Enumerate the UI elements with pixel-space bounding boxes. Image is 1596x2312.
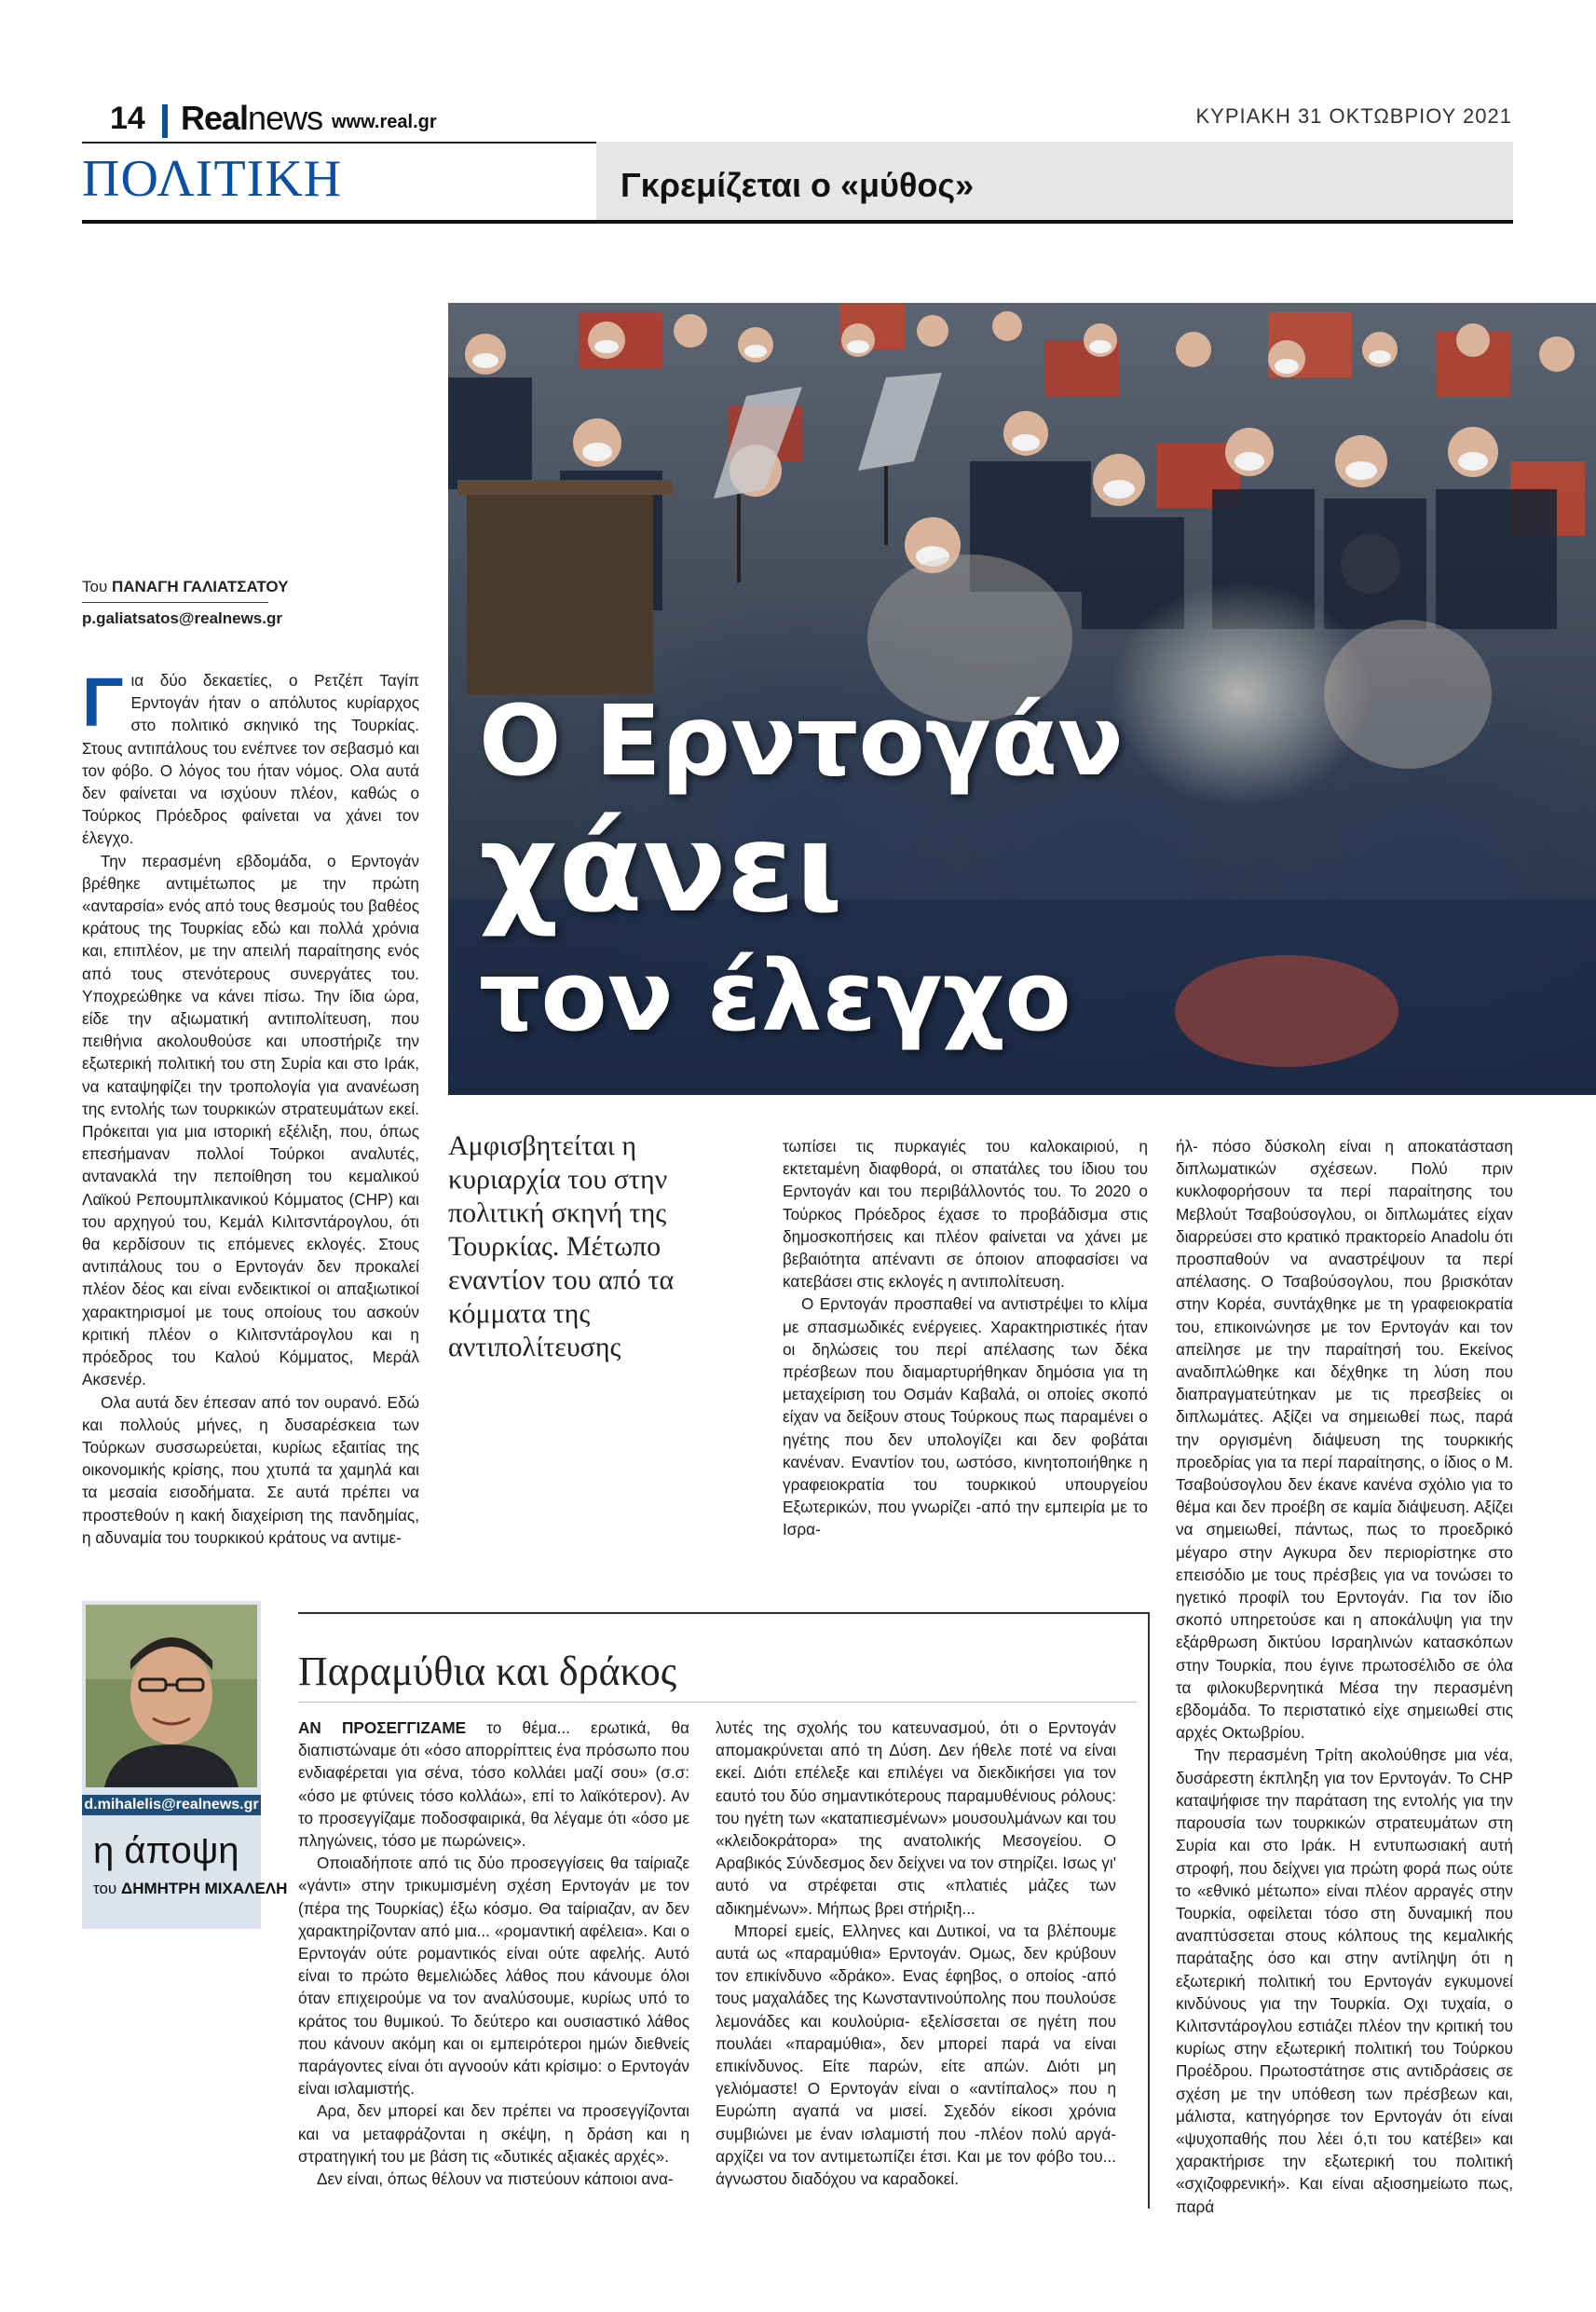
opinion-title-rule: [298, 1702, 1137, 1703]
brand-bold: Real: [181, 99, 249, 137]
author-email[interactable]: p.galiatsatos@realnews.gr: [82, 609, 282, 627]
section-name: ΠΟΛΙΤΙΚΗ: [82, 150, 343, 208]
paragraph: Αρα, δεν μπορεί και δεν πρέπει να προσεγγίζονται και να μεταφράζονται η σκέψη, η δράση και η στρατηγική του με βάση τις «δυτικές αξιακές αρχές».: [298, 2101, 689, 2166]
section-rule: [82, 220, 1513, 224]
brand-logo: [181, 99, 322, 138]
paragraph: Ο Ερντογάν προσπαθεί να αντιστρέψει το κλίμα με σπασμωδικές ενέργειες. Χαρακτηριστικές ήταν οι δηλώσεις του περί απέλασης των δέκα πρέσβεων που διαμαρτυρήθηκαν δημόσια για τη μεταχείριση του Οσμάν Καβαλά, οι οποίες σκοπό είχαν να δείξουν στους Τούρκους πως παραμένει ο ηγέτης που δεν υπολογίζει και δεν φοβάται κανέναν. Εναντίον του, ωστόσο, κινητοποιήθηκε η γραφειοκρατία του τουρκικού υπουργείου Εξωτερικών, που γνωρίζει -από την εμπειρία με το Ισρα-: [783, 1294, 1148, 1539]
opinion-top-rule: [298, 1612, 1150, 1614]
header-divider: [162, 104, 168, 138]
brand-light: news: [248, 99, 323, 137]
paragraph: τωπίσει τις πυρκαγιές του καλοκαιριού, η εκτεταμένη διαφθορά, οι σπατάλες του ίδιου του Ερντογάν και του περιβάλλοντός του. Το 2020 ο Τούρκος Πρόεδρος έχασε το προβάδισμα στις δημοσκοπήσεις και πλέον φαίνεται να χάνει με βεβαιότητα απέναντι σε όποιον αποφασίσει να κατεβάσει στις εκλογές η αντιπολίτευση.: [783, 1137, 1148, 1292]
opinion-title: Παραμύθια και δράκος: [298, 1648, 677, 1694]
opinion-author-prefix: του: [93, 1880, 117, 1897]
article-column-1: [82, 664, 419, 1549]
opinion-author-email[interactable]: d.mihalelis@realnews.gr: [82, 1795, 261, 1815]
paragraph: Την περασμένη Τρίτη ακολούθησε μια νέα, δυσάρεστη έκπληξη για τον Ερντογάν. Το CHP καταψήφισε την παράταση της εντολής για την παρουσία των τουρκικών στρατευμάτων στη Συρία και στο Ιράκ. Η εντυπωσιακή αυτή στροφή, που δείχνει για πρώτη φορά πως ούτε το «εθνικό μέτωπο» είναι πλέον αρραγές στην Τουρκία, οφείλεται τόσο στη δυναμική που αναπτύσσεται στους κόλπους της κεμαλικής παράταξης όσο και στην αντίληψη ότι η εξωτερική πολιτική του Ερντογάν εγκυμονεί κινδύνους για την Τουρκία. Οχι τυχαία, ο Κιλιτσντάρογλου εστιάζει πλέον την κριτική του κυρίως στην εξωτερική πολιτική του Τούρκου Προέδρου. Πρωτοστάτησε στις αντιδράσεις σε σχέση με την υπόθεση των πρέσβεων και, μάλιστα, κατηγόρησε τον Ερντογάν ότι είναι «ψυχοπαθής που λέει ό,τι του κατέβει» και χαρακτήρισε την εξωτερική του πολιτική «σχιζοφρενική». Και είναι αξιοσημείωτο πως, παρά: [1176, 1745, 1513, 2216]
paragraph: [298, 1717, 689, 1852]
byline-rule: [82, 602, 268, 603]
opinion-label: η άποψη: [93, 1830, 239, 1871]
opinion-lead-text: το θέμα... ερωτικά, θα διαπιστώναμε ότι «όσο απορρίπτεις ένα πρόσωπο που ενδιαφέρεται για σένα, τόσο κολλάει μαζί σου» (σ.σ: «όσο με φτύνεις τόσο κολλάω», επί το λαϊκότερον). Αν το προσεγγίζαμε ποδοσφαιρικά, θα λέγαμε ότι «όσο με πληγώνεις, τόσο με πωρώνεις».: [298, 1718, 689, 1851]
byline: [82, 578, 289, 596]
author-avatar: [86, 1605, 257, 1787]
headline-line-3: τον έλεγχο: [479, 938, 1071, 1053]
article-column-3: [1176, 1135, 1513, 2218]
paragraph: λυτές της σχολής του κατευνασμού, ότι ο Ερντογάν απομακρύνεται από τη Δύση. Δεν ήθελε ποτέ να είναι εκεί. Διότι επέλεξε και επιλέγει να διεκδικήσει για τον εαυτό του δύο σημαντικότερους παραμυθένιους ρόλους: του ηγέτη των «καταπιεσμένων» μουσουλμάνων και του «κλειδοκράτορα» της ανατολικής Μεσογείου. Ο Αραβικός Σύνδεσμος δεν δείχνει να τον στηρίζει. Ισως γι' αυτό να στρέφεται στις «πλατιές μάζες των αδικημένων». Μήπως βρει στήριξη...: [716, 1718, 1116, 1918]
byline-prefix: Του: [82, 578, 112, 595]
opinion-author-name: ΔΗΜΗΤΡΗ ΜΙΧΑΛΕΛΗ: [120, 1880, 288, 1897]
paragraph: Μπορεί εμείς, Ελληνες και Δυτικοί, να τα βλέπουμε αυτά ως «παραμύθια» Ερντογάν. Ομως, δεν κρύβουν τον επικίνδυνο «δράκο». Ενας έφηβος, ο οποίος -από τους μαχαλάδες της Κωνσταντινούπολης που πουλούσε λεμονάδες και κουλούρια- εξελίσσεται σε ηγέτη που πουλάει «παραμύθια», δεν μπορεί παρά να είναι επικίνδυνος. Είτε παρών, είτε απών. Διότι μη γελιόμαστε! Ο Ερντογάν είναι ο «αντίπαλος» που η Ευρώπη αγαπά να μισεί. Σχεδόν είκοσι χρόνια συμβιώνει με έναν ισλαμιστή που -πλέον πολύ αργά- αρχίζει να τον αντιμετωπίζει έτσι. Και με τον φόβο του... άγνωστου διαδόχου να καραδοκεί.: [716, 1921, 1116, 2189]
website-label: www.real.gr: [332, 112, 437, 132]
section-title: Γκρεμίζεται ο «μύθος»: [621, 166, 975, 204]
drop-cap: Γ: [82, 664, 124, 741]
paragraph: ήλ- πόσο δύσκολη είναι η αποκατάσταση διπλωματικών σχέσεων. Πολύ πριν κυκλοφορήσουν τα περί παραίτησης του Μεβλούτ Τσαβούσογλου, οι διπλωμάτες είχαν διαρρεύσει στο κρατικό πρακτορείο Anadolu ότι προσπαθούν να αναστρέψουν τα περί απέλασης. Ο Τσαβούσογλου, που βρισκόταν στην Κορέα, συντάχθηκε με τη γραφειοκρατία του, επικοινώνησε με τον Ερντογάν και τον απείλησε με την παραίτησή του. Εκείνος αναδιπλώθηκε και δέχθηκε τη λύση που διαπραγματεύτηκαν με τις πρεσβείες οι διπλωμάτες. Αξίζει να σημειωθεί πως, παρά την οργισμένη διάψευση της τουρκικής προεδρίας για τα περί παραίτησης, ο ίδιος ο Μ. Τσαβούσογλου δεν έκανε κανένα σχόλιο για το θέμα και δεν προέβη σε καμία διάψευση. Αξίζει να σημειωθεί, πάντως, πως το προεδρικό μέγαρο στην Αγκυρα δεν περιορίστηκε στο επεισόδιο με τους πρέσβεις για να τονώσει το ηγετικό προφίλ του Ερντογάν. Για τον ίδιο σκοπό υπηρετούσε και η αποκάλυψη για την εξάρθρωση δικτύου Ισραηλινών κατασκόπων στην Τουρκία, που έγινε πρωτοσέλιδο σε όλα τα φιλοκυβερνητικά Μέσα την περασμένη εβδομάδα. Το περιστατικό είχε σημειωθεί στις αρχές Οκτωβρίου.: [1176, 1137, 1513, 1743]
headline-line-1: Ο Ερντογάν: [479, 684, 1124, 798]
paragraph: Ολα αυτά δεν έπεσαν από τον ουρανό. Εδώ και πολλούς μήνες, η δυσαρέσκεια των Τούρκων συσσωρεύεται, κυρίως εξαιτίας της οικονομικής κρίσης, που χτυπά τα χαμηλά και τα μεσαία εισοδήματα. Σε αυτά πρέπει να προστεθούν η κακή διαχείριση της πανδημίας, η αδυναμία του τουρκικού κράτους να αντιμε-: [82, 1392, 419, 1547]
author-avatar-illustration: [86, 1605, 257, 1787]
issue-date: ΚΥΡΙΑΚΗ 31 ΟΚΤΩΒΡΙΟΥ 2021: [1195, 104, 1512, 128]
paragraph: ια δύο δεκαετίες, ο Ρετζέπ Ταγίπ Ερντογάν ήταν ο απόλυτος κυρίαρχος στο πολιτικό σκηνικό της Τουρκίας. Στους αντιπάλους του ενέπνεε τον σεβασμό και τον φόβο. Ο λόγος του ήταν νόμος. Ολα αυτά δεν φαίνεται να ισχύουν πλέον, καθώς ο Τούρκος Πρόεδρος φαίνεται να χάνει τον έλεγχο.: [82, 671, 419, 848]
opinion-vertical-rule: [1148, 1612, 1150, 2209]
paragraph: Οποιαδήποτε από τις δύο προσεγγίσεις θα ταίριαζε «γάντι» στην τρικυμισμένη σχέση Ερντογάν με τον (πέρα της Τουρκίας) έξω κόσμο. Θα ταίριαζαν, αν δεν χαρακτηρίζονταν από μια... «ρομαντική αφέλεια». Και ο Ερντογάν ούτε ρομαντικός είναι ούτε αφελής. Αυτό είναι το πρώτο θεμελιώδες λάθος που κάνουμε όλοι όταν επιχειρούμε να τον αναλύσουμε, κυρίως υπό το κράτος του θυμικού. Το δεύτερο και ουσιαστικό λάθος που κάνουν ακόμη και οι εμπειρότεροι ημών διεθνείς παράγοντες είναι ότι αγνοούν κάτι κρίσιμο: ο Ερντογάν είναι ισλαμιστής.: [298, 1854, 689, 2099]
article-column-2: [783, 1135, 1148, 1541]
paragraph: Δεν είναι, όπως θέλουν να πιστεύουν κάποιοι ανα-: [317, 2169, 674, 2189]
opinion-author: [93, 1879, 287, 1899]
opinion-lead: ΑΝ ΠΡΟΣΕΓΓΙΖΑΜΕ: [298, 1718, 467, 1737]
headline-line-2: χάνει: [479, 796, 843, 940]
byline-author: ΠΑΝΑΓΗ ΓΑΛΙΑΤΣΑΤΟΥ: [112, 578, 289, 595]
page-number: 14: [110, 101, 145, 136]
pull-quote: Αμφισβητείται η κυριαρχία του στην πολιτική σκηνή της Τουρκίας. Μέτωπο εναντίον του από τα κόμματα της αντιπολίτευσης: [448, 1130, 675, 1362]
opinion-column-1: [298, 1717, 689, 2190]
paragraph: Την περασμένη εβδομάδα, ο Ερντογάν βρέθηκε αντιμέτωπος με την πρώτη «ανταρσία» ενός από τους θεσμούς του βαθέος κράτους της Τουρκίας εδώ και πολλά χρόνια και, επιπλέον, με την απειλή παραίτησης ενός από τους στενότερους συνεργάτες του. Υποχρεώθηκε να κάνει πίσω. Την ίδια ώρα, είδε την αξιωματική αντιπολίτευση, που πειθήνια ακολουθούσε και υποστήριζε την εξωτερική πολιτική του στη Συρία και στο Ιράκ, να καταψηφίζει την τροπολογία για ανανέωση της εντολής των τουρκικών στρατευμάτων εκεί. Πρόκειται για μια ιστορική εξέλιξη, που, όπως επεσήμαναν πολλοί Τούρκοι αναλυτές, αντανακλά την πεποίθηση του κεμαλικού Λαϊκού Ρεπουμπλικανικού Κόμματος (CHP) και του αρχηγού του, Κεμάλ Κιλιτσντάρογλου, ότι θα κερδίσουν τις επόμενες εκλογές. Στους αντιπάλους του ο Ερντογάν δεν προκαλεί πλέον δέος και είναι ενδεικτικοί οι απαξιωτικοί χαρακτηρισμοί με τους οποίους του ασκούν κριτική πλέον ο Κιλιτσντάρογλου και η πρόεδρος του Καλού Κόμματος, Μεράλ Ακσενέρ.: [82, 851, 419, 1389]
opinion-column-2: [716, 1717, 1116, 2190]
main-headline: [479, 685, 1124, 1052]
